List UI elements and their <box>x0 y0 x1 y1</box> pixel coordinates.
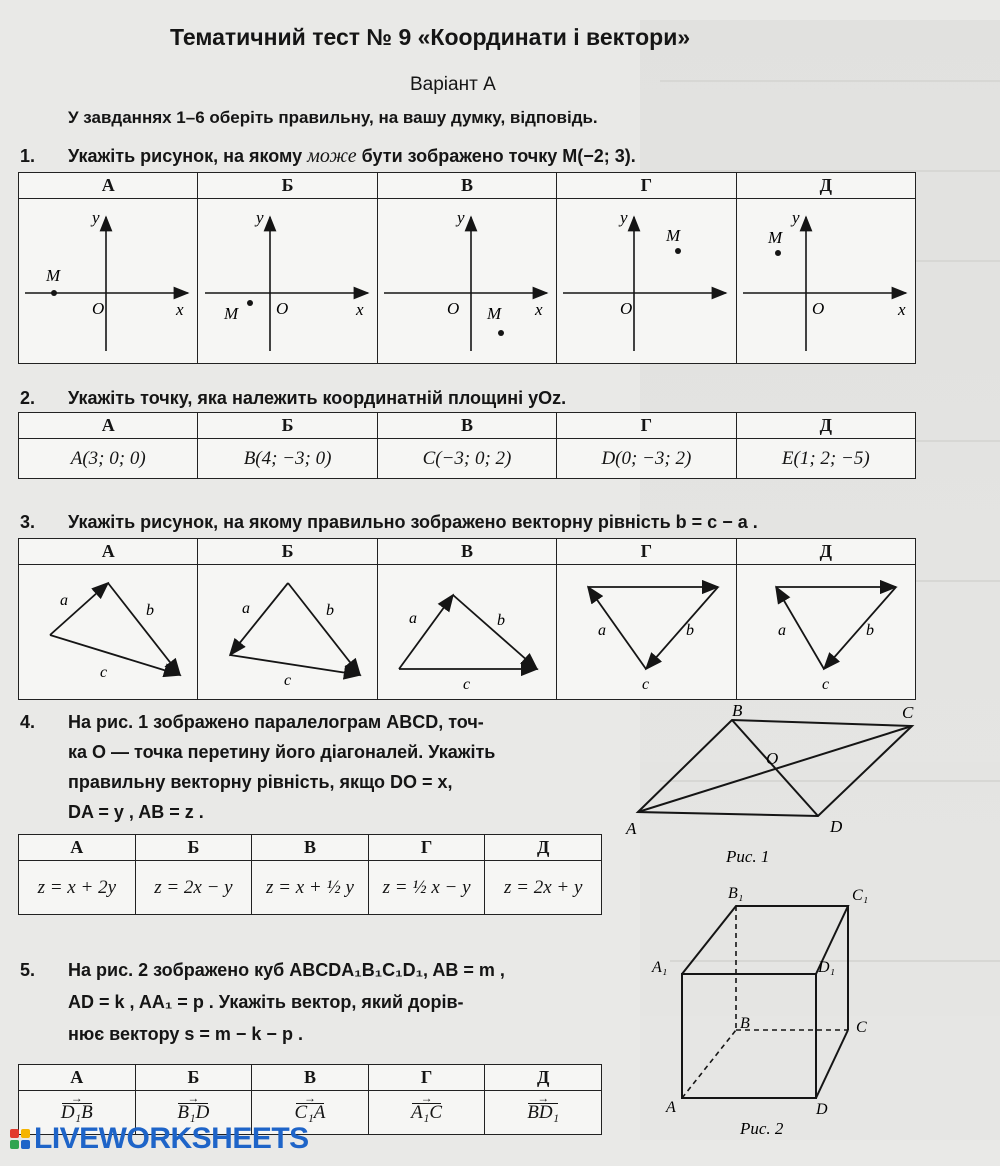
svg-text:D₁: D₁ <box>818 959 836 976</box>
svg-text:Рис. 2: Рис. 2 <box>740 1119 784 1138</box>
svg-text:a: a <box>60 592 69 609</box>
q2-answer-v: C(−3; 0; 2) <box>377 439 556 479</box>
q3-figure-a <box>19 565 198 700</box>
q1-figure-g <box>557 199 736 364</box>
q3-option-v[interactable]: В <box>377 539 556 565</box>
svg-text:y: y <box>456 208 465 227</box>
q2-option-v[interactable]: В <box>377 413 556 439</box>
q4-answer-v: z = x + ½ y <box>252 861 369 915</box>
q2-option-d[interactable]: Д <box>736 413 915 439</box>
q3-text: Укажіть рисунок, на якому правильно зображено векторну рівність b = c − a . <box>68 512 758 532</box>
q3-option-b[interactable]: Б <box>198 539 377 565</box>
svg-text:M: M <box>223 304 238 323</box>
q3-option-g[interactable]: Г <box>557 539 736 565</box>
svg-text:y: y <box>791 208 800 227</box>
svg-text:y: y <box>255 208 264 227</box>
svg-text:a: a <box>598 622 607 639</box>
q4-line4: DA = y , AB = z . <box>68 802 204 822</box>
q3-figure-v <box>377 565 556 700</box>
q2-option-b[interactable]: Б <box>198 413 377 439</box>
liveworksheets-logo[interactable] <box>10 1122 309 1156</box>
q5-option-a[interactable]: А <box>19 1065 136 1091</box>
svg-text:a: a <box>241 600 250 617</box>
test-title: Тематичний тест № 9 «Координати і вектори» <box>170 24 691 50</box>
q3-option-a[interactable]: А <box>19 539 198 565</box>
svg-text:O: O <box>92 299 105 318</box>
q2-answer-d: E(1; 2; −5) <box>736 439 915 479</box>
q4-option-b[interactable]: Б <box>135 835 252 861</box>
svg-text:B: B <box>740 1015 750 1032</box>
svg-text:c: c <box>283 672 291 689</box>
q1-option-v[interactable]: В <box>377 173 556 199</box>
svg-text:O: O <box>811 299 825 318</box>
q2-answer-g: D(0; −3; 2) <box>557 439 736 479</box>
liveworksheets-logo-icon <box>10 1129 30 1149</box>
svg-text:O: O <box>766 749 779 768</box>
q4-answer-g: z = ½ x − y <box>368 861 485 915</box>
q4-number: 4. <box>20 712 36 732</box>
q4-line2: ка O — точка перетину його діагоналей. Укажіть <box>68 742 496 762</box>
svg-text:M: M <box>46 266 61 285</box>
svg-text:M: M <box>767 228 782 247</box>
svg-text:D: D <box>830 817 843 836</box>
svg-text:C: C <box>902 703 914 722</box>
q1-option-d[interactable]: Д <box>736 173 915 199</box>
svg-text:b: b <box>325 602 334 619</box>
q4-line1: На рис. 1 зображено паралелограм ABCD, точ- <box>68 712 484 732</box>
q5-answer-v: C₁A → <box>252 1091 369 1135</box>
q5-option-g[interactable]: Г <box>368 1065 485 1091</box>
svg-text:b: b <box>686 622 695 639</box>
svg-text:x: x <box>534 300 543 319</box>
q5-option-v[interactable]: В <box>252 1065 369 1091</box>
q4-answer-d: z = 2x + y <box>485 861 602 915</box>
q2-number: 2. <box>20 388 36 408</box>
svg-text:y: y <box>92 208 100 227</box>
liveworksheets-logo-text: LIVEWORKSHEETS <box>34 1122 309 1155</box>
q5-option-d[interactable]: Д <box>485 1065 602 1091</box>
q1-options-table <box>18 172 916 364</box>
svg-text:b: b <box>865 622 874 639</box>
svg-text:O: O <box>620 299 633 318</box>
q4-answer-b: z = 2x − y <box>135 861 252 915</box>
q1-figure-b <box>198 199 377 364</box>
q4-option-g[interactable]: Г <box>368 835 485 861</box>
svg-text:O: O <box>275 299 288 318</box>
q3-options-table <box>18 538 916 700</box>
svg-text:x: x <box>355 300 364 319</box>
q2-option-g[interactable]: Г <box>557 413 736 439</box>
q5-line1: На рис. 2 зображено куб ABCDA₁B₁C₁D₁, AB = m , <box>68 960 505 980</box>
svg-text:c: c <box>642 676 650 693</box>
q3-number: 3. <box>20 512 36 532</box>
svg-text:C: C <box>856 1019 867 1036</box>
variant-label: Варіант А <box>410 74 496 95</box>
svg-text:a: a <box>777 622 786 639</box>
figure-1-parallelogram <box>620 700 920 870</box>
q2-text: Укажіть точку, яка належить координатній площині yOz. <box>68 388 567 408</box>
svg-text:c: c <box>462 676 471 693</box>
q1-option-a[interactable]: А <box>19 173 198 199</box>
q3-figure-d <box>736 565 915 700</box>
q5-answer-b: B₁D → <box>135 1091 252 1135</box>
svg-text:b: b <box>146 602 155 619</box>
svg-text:M: M <box>666 226 681 245</box>
q5-line2: AD = k , AA₁ = p . Укажіть вектор, який дорів- <box>68 992 464 1012</box>
q1-option-b[interactable]: Б <box>198 173 377 199</box>
q4-option-a[interactable]: А <box>19 835 136 861</box>
svg-text:Рис. 1: Рис. 1 <box>726 847 770 866</box>
q4-answer-a: z = x + 2y <box>19 861 136 915</box>
q1-option-g[interactable]: Г <box>557 173 736 199</box>
q5-line3: нює вектору s = m − k − p . <box>68 1024 303 1044</box>
q3-figure-b <box>198 565 377 700</box>
svg-text:M: M <box>486 304 502 323</box>
q5-number: 5. <box>20 960 36 980</box>
svg-text:c: c <box>821 676 829 693</box>
q4-options-table <box>18 834 602 915</box>
q2-answer-a: A(3; 0; 0) <box>19 439 198 479</box>
q2-option-a[interactable]: А <box>19 413 198 439</box>
svg-text:x: x <box>176 300 184 319</box>
q4-option-v[interactable]: В <box>252 835 369 861</box>
svg-text:A₁: A₁ <box>652 959 668 976</box>
q4-line3: правильну векторну рівність, якщо DO = x, <box>68 772 453 792</box>
q5-option-b[interactable]: Б <box>135 1065 252 1091</box>
q1-figure-a <box>19 199 198 364</box>
q5-answer-a: D₁B → <box>19 1091 136 1135</box>
q3-figure-g <box>557 565 736 700</box>
svg-text:c: c <box>100 664 108 681</box>
q2-options-table <box>18 412 916 479</box>
q1-number: 1. <box>20 146 36 166</box>
svg-text:x: x <box>897 300 906 319</box>
svg-text:D: D <box>816 1101 828 1118</box>
svg-text:y: y <box>620 208 628 227</box>
svg-text:A: A <box>666 1099 676 1116</box>
q1-text: Укажіть рисунок, на якому може бути зображено точку M(−2; 3). <box>68 145 636 167</box>
q2-answer-b: B(4; −3; 0) <box>198 439 377 479</box>
q1-figure-v <box>377 199 556 364</box>
svg-text:B: B <box>732 701 743 720</box>
q4-option-d[interactable]: Д <box>485 835 602 861</box>
svg-text:a: a <box>408 610 417 627</box>
figure-2-cube <box>640 878 900 1140</box>
svg-text:A: A <box>626 819 637 838</box>
svg-text:b: b <box>496 612 505 629</box>
q1-figure-d <box>736 199 915 364</box>
svg-text:B₁: B₁ <box>728 885 744 902</box>
q3-option-d[interactable]: Д <box>736 539 915 565</box>
svg-text:C₁: C₁ <box>852 887 869 904</box>
instruction-text: У завданнях 1–6 оберіть правильну, на вашу думку, відповідь. <box>68 108 598 127</box>
q5-answer-g: A₁C → <box>368 1091 485 1135</box>
svg-text:O: O <box>446 299 460 318</box>
q5-answer-d: BD₁ → <box>485 1091 602 1135</box>
